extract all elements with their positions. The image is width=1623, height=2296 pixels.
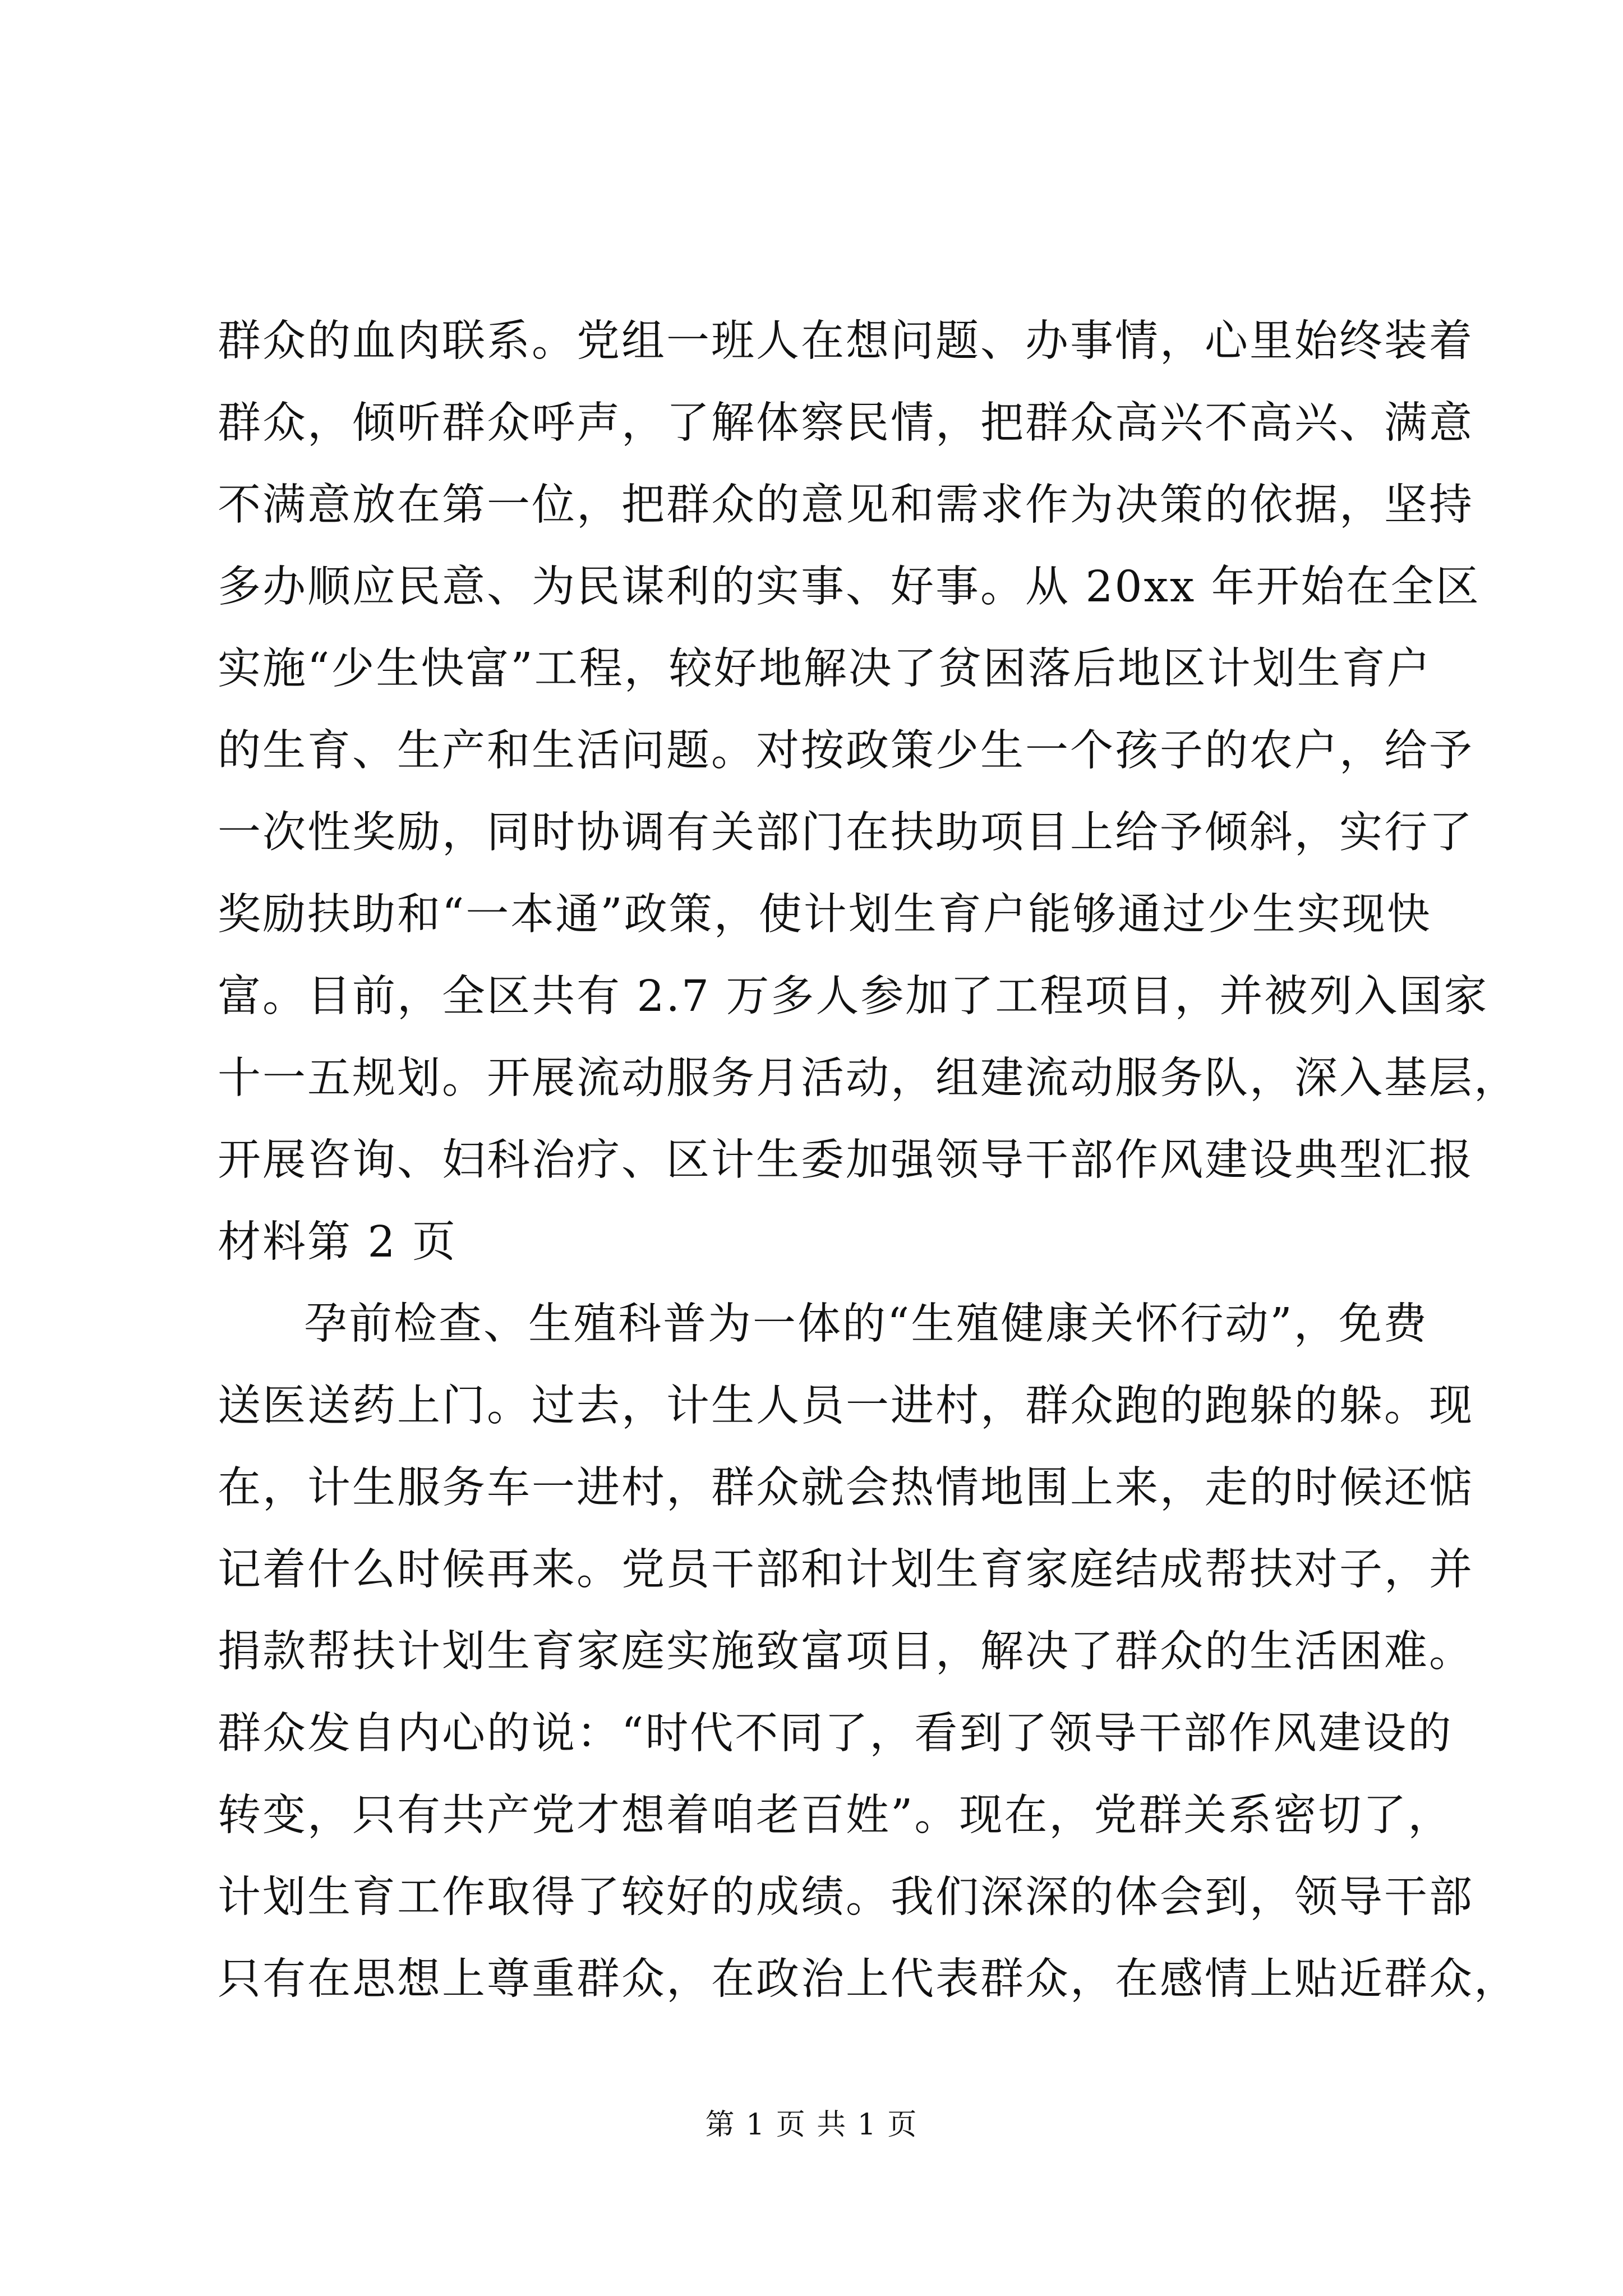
page-number-label: 第 1 页 共 1 页 — [705, 2108, 918, 2142]
text-line: 群众的血肉联系。党组一班人在想问题、办事情，心里始终装着 — [218, 316, 1474, 366]
text-line: 实施“少生快富”工程，较好地解决了贫困落后地区计划生育户 — [218, 644, 1432, 694]
text-line: 在，计生服务车一进村，群众就会热情地围上来，走的时候还惦 — [218, 1463, 1474, 1513]
text-line: 富。目前，全区共有 2.7 万多人参加了工程项目，并被列入国家 — [218, 972, 1489, 1022]
text-line: 多办顺应民意、为民谋利的实事、好事。从 20xx 年开始在全区 — [218, 562, 1481, 612]
text-line: 不满意放在第一位，把群众的意见和需求作为决策的依据，坚持 — [218, 480, 1474, 530]
text-line: 材料第 2 页 — [218, 1217, 457, 1267]
text-line: 的生育、生产和生活问题。对按政策少生一个孩子的农户，给予 — [218, 726, 1474, 776]
text-line: 孕前检查、生殖科普为一体的“生殖健康关怀行动”，免费 — [304, 1299, 1428, 1349]
text-line: 开展咨询、妇科治疗、区计生委加强领导干部作风建设典型汇报 — [218, 1135, 1474, 1185]
text-line: 十一五规划。开展流动服务月活动，组建流动服务队，深入基层， — [218, 1053, 1519, 1103]
document-body — [218, 301, 1519, 2021]
page-footer — [0, 2102, 1623, 2147]
text-line: 送医送药上门。过去，计生人员一进村，群众跑的跑躲的躲。现 — [218, 1381, 1474, 1431]
text-line: 奖励扶助和“一本通”政策，使计划生育户能够通过少生实现快 — [218, 890, 1432, 940]
text-line: 只有在思想上尊重群众，在政治上代表群众，在感情上贴近群众， — [218, 1954, 1519, 2004]
text-line: 转变，只有共产党才想着咱老百姓”。现在，党群关系密切了， — [218, 1791, 1453, 1841]
text-line: 计划生育工作取得了较好的成绩。我们深深的体会到，领导干部 — [218, 1872, 1474, 1922]
text-line: 捐款帮扶计划生育家庭实施致富项目，解决了群众的生活困难。 — [218, 1627, 1474, 1677]
text-line: 一次性奖励，同时协调有关部门在扶助项目上给予倾斜，实行了 — [218, 808, 1474, 858]
text-line: 群众，倾听群众呼声，了解体察民情，把群众高兴不高兴、满意 — [218, 398, 1474, 448]
paragraph-1 — [218, 301, 1519, 1283]
text-line: 记着什么时候再来。党员干部和计划生育家庭结成帮扶对子，并 — [218, 1545, 1474, 1595]
paragraph-2 — [218, 1283, 1519, 2021]
text-line: 群众发自内心的说：“时代不同了，看到了领导干部作风建设的 — [218, 1709, 1453, 1759]
